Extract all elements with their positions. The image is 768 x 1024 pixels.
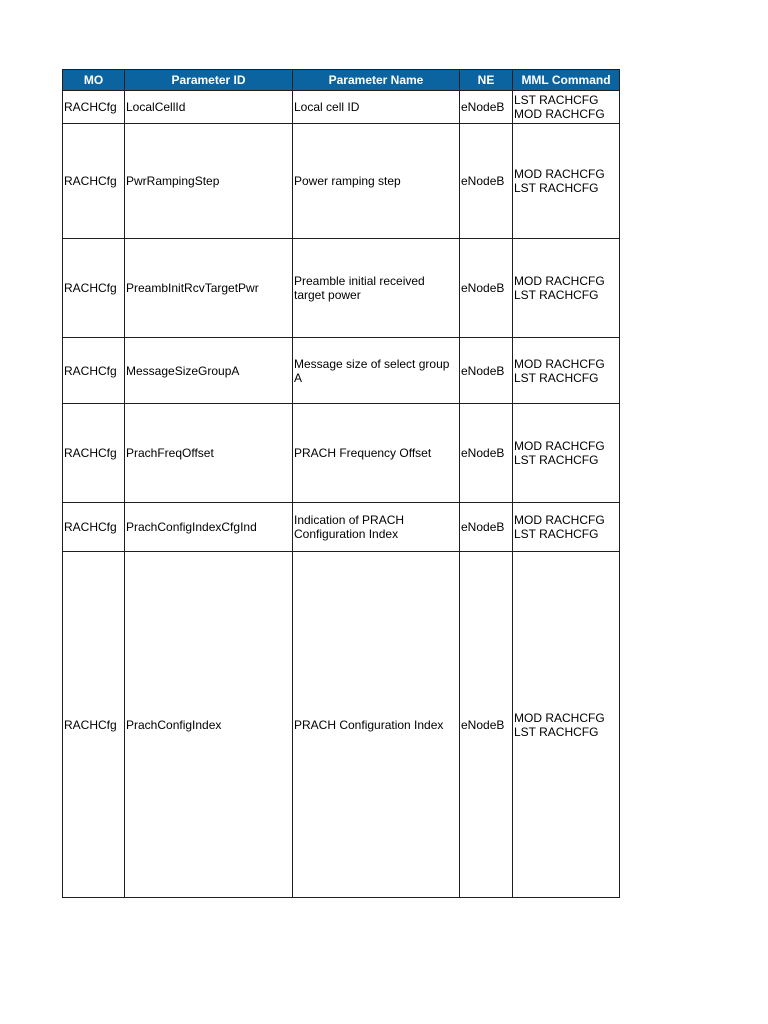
table-row (63, 124, 620, 239)
parameter-table (62, 69, 620, 898)
mml-command-line: MOD RACHCFG (514, 274, 605, 288)
mml-command-line: LST RACHCFG (514, 93, 599, 107)
mml-command-line: MOD RACHCFG (514, 710, 605, 725)
mml-command-line: MOD RACHCFG (514, 167, 605, 181)
table-row (63, 503, 620, 552)
header-mo: MO (63, 70, 125, 91)
cell-parameter-id: PwrRampingStep (125, 124, 293, 239)
cell-mo: RACHCfg (63, 91, 125, 124)
cell-parameter-name: Preamble initial received target power (293, 239, 460, 338)
cell-ne: eNodeB (460, 404, 513, 503)
cell-mml-command (513, 338, 620, 404)
table-row (63, 239, 620, 338)
cell-mo: RACHCfg (63, 338, 125, 404)
cell-mo: RACHCfg (63, 503, 125, 552)
table-header-row (63, 70, 620, 91)
cell-parameter-name: Message size of select group A (293, 338, 460, 404)
mml-command-line: MOD RACHCFG (514, 107, 605, 121)
cell-mml-command (513, 239, 620, 338)
cell-parameter-name: PRACH Frequency Offset (293, 404, 460, 503)
cell-parameter-id: PreambInitRcvTargetPwr (125, 239, 293, 338)
cell-parameter-name: Indication of PRACH Configuration Index (293, 503, 460, 552)
mml-command-line: LST RACHCFG (514, 453, 599, 467)
header-parameter-id: Parameter ID (125, 70, 293, 91)
mml-command-line: LST RACHCFG (514, 527, 599, 541)
cell-mo: RACHCfg (63, 239, 125, 338)
cell-mml-command (513, 91, 620, 124)
cell-ne: eNodeB (460, 239, 513, 338)
cell-mo: RACHCfg (63, 552, 125, 898)
mml-command-line: MOD RACHCFG (514, 356, 605, 371)
header-ne: NE (460, 70, 513, 91)
cell-ne: eNodeB (460, 91, 513, 124)
cell-ne: eNodeB (460, 552, 513, 898)
cell-parameter-id: MessageSizeGroupA (125, 338, 293, 404)
cell-parameter-id: PrachConfigIndex (125, 552, 293, 898)
cell-parameter-id: PrachConfigIndexCfgInd (125, 503, 293, 552)
table-row (63, 404, 620, 503)
table-row (63, 552, 620, 898)
mml-command-line: MOD RACHCFG (514, 513, 605, 527)
table-row (63, 91, 620, 124)
cell-mml-command (513, 124, 620, 239)
cell-parameter-name: Local cell ID (293, 91, 460, 124)
cell-mml-command (513, 552, 620, 898)
cell-parameter-name: PRACH Configuration Index (293, 552, 460, 898)
header-parameter-name: Parameter Name (293, 70, 460, 91)
cell-ne: eNodeB (460, 124, 513, 239)
mml-command-line: LST RACHCFG (514, 370, 599, 385)
cell-mo: RACHCfg (63, 404, 125, 503)
header-mml-command: MML Command (513, 70, 620, 91)
cell-mo: RACHCfg (63, 124, 125, 239)
mml-command-line: LST RACHCFG (514, 724, 599, 739)
mml-command-line: LST RACHCFG (514, 181, 599, 195)
cell-parameter-id: PrachFreqOffset (125, 404, 293, 503)
table-row (63, 338, 620, 404)
cell-ne: eNodeB (460, 503, 513, 552)
cell-parameter-name: Power ramping step (293, 124, 460, 239)
cell-ne: eNodeB (460, 338, 513, 404)
cell-mml-command (513, 404, 620, 503)
mml-command-line: MOD RACHCFG (514, 439, 605, 453)
cell-parameter-id: LocalCellId (125, 91, 293, 124)
cell-mml-command (513, 503, 620, 552)
mml-command-line: LST RACHCFG (514, 288, 599, 302)
